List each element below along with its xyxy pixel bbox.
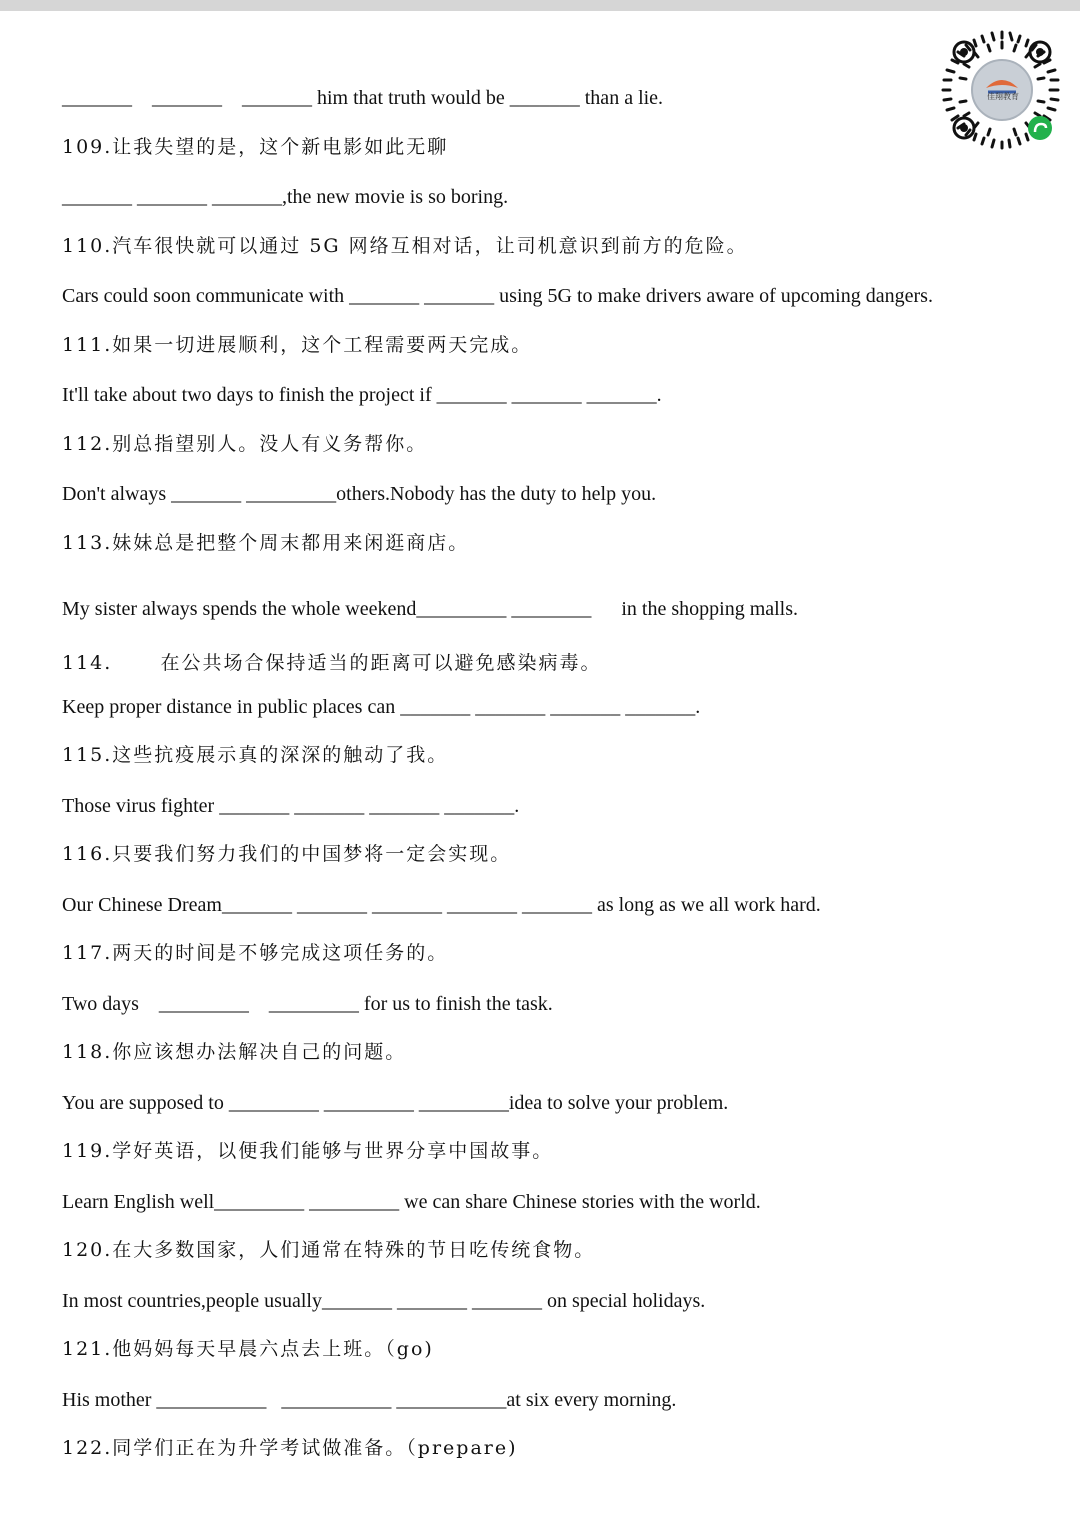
question-116: 116.只要我们努力我们的中国梦将一定会实现。 bbox=[62, 843, 512, 865]
question-114: 114. 在公共场合保持适当的距离可以避免感染病毒。 bbox=[62, 652, 602, 674]
question-120: 120.在大多数国家，人们通常在特殊的节日吃传统食物。 bbox=[62, 1239, 596, 1261]
answer-120: In most countries,people usually_______ _______ _______ on special holidays. bbox=[62, 1290, 706, 1312]
text-line-1: _______ _______ _______ him that truth would be _______ than a lie. bbox=[62, 87, 664, 109]
question-110: 110.汽车很快就可以通过 5G 网络互相对话，让司机意识到前方的危险。 bbox=[62, 235, 748, 257]
answer-117: Two days _________ _________ for us to finish the task. bbox=[62, 993, 553, 1015]
question-121: 121.他妈妈每天早晨六点去上班。（go) bbox=[62, 1338, 434, 1360]
answer-118: You are supposed to _________ _________ _________idea to solve your problem. bbox=[62, 1092, 729, 1114]
answer-116: Our Chinese Dream_______ _______ _______ _______ _______ as long as we all work hard. bbox=[62, 894, 821, 916]
mini-program-qr-code-icon[interactable] bbox=[940, 28, 1064, 152]
question-109: 109.让我失望的是，这个新电影如此无聊 bbox=[62, 136, 449, 158]
qr-label: 佳翔教育 bbox=[987, 92, 1019, 101]
answer-110: Cars could soon communicate with _______ _______ using 5G to make drivers aware of upcoming dangers. bbox=[62, 285, 933, 307]
answer-119: Learn English well_________ _________ we can share Chinese stories with the world. bbox=[62, 1191, 761, 1213]
question-118: 118.你应该想办法解决自己的问题。 bbox=[62, 1041, 407, 1063]
question-113: 113.妹妹总是把整个周末都用来闲逛商店。 bbox=[62, 532, 470, 554]
answer-109: _______ _______ _______,the new movie is so boring. bbox=[62, 186, 509, 208]
answer-113: My sister always spends the whole weekend_________ ________ in the shopping malls. bbox=[62, 598, 799, 620]
answer-112: Don't always _______ _________others.Nobody has the duty to help you. bbox=[62, 483, 657, 505]
question-117: 117.两天的时间是不够完成这项任务的。 bbox=[62, 942, 449, 964]
answer-115: Those virus fighter _______ _______ _______ _______. bbox=[62, 795, 520, 817]
question-119: 119.学好英语，以便我们能够与世界分享中国故事。 bbox=[62, 1140, 554, 1162]
question-115: 115.这些抗疫展示真的深深的触动了我。 bbox=[62, 744, 449, 766]
answer-114: Keep proper distance in public places can _______ _______ _______ _______. bbox=[62, 696, 701, 718]
answer-111: It'll take about two days to finish the project if _______ _______ _______. bbox=[62, 384, 662, 406]
question-122: 122.同学们正在为升学考试做准备。（prepare) bbox=[62, 1437, 518, 1459]
answer-121: His mother ___________ ___________ ___________at six every morning. bbox=[62, 1389, 677, 1411]
question-111: 111.如果一切进展顺利，这个工程需要两天完成。 bbox=[62, 334, 533, 356]
question-112: 112.别总指望别人。没人有义务帮你。 bbox=[62, 433, 428, 455]
top-scroll-bar bbox=[0, 0, 1080, 11]
